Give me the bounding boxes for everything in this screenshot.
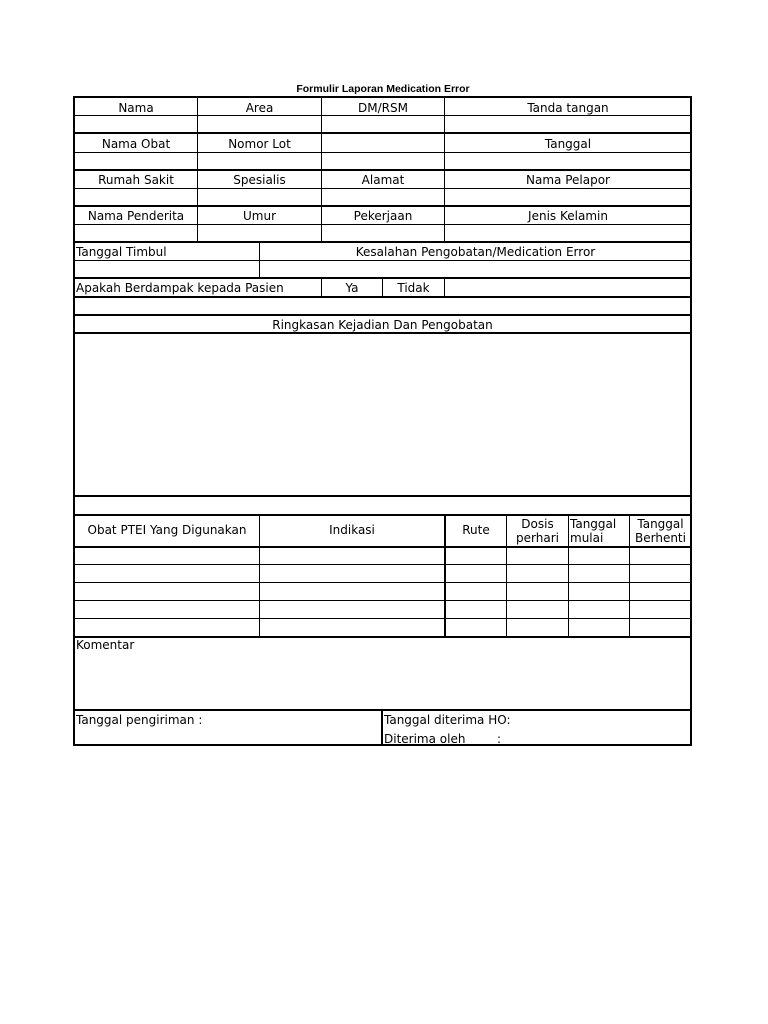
row-divider [74, 296, 691, 298]
label-dm-rsm: DM/RSM [358, 101, 408, 115]
header-rute: Rute [462, 523, 490, 537]
row-divider [74, 636, 691, 638]
label-nama-pelapor: Nama Pelapor [526, 173, 610, 187]
label-nama: Nama [118, 101, 154, 115]
row-divider [74, 169, 691, 171]
label-diterima-oleh: Diterima oleh [384, 732, 466, 746]
label-tanda-tangan: Tanda tangan [527, 101, 609, 115]
label-komentar: Komentar [76, 638, 135, 652]
header-tanggal-berhenti: Tanggal [637, 517, 684, 531]
label-tanggal-diterima-ho: Tanggal diterima HO: [384, 713, 511, 727]
label-ringkasan-kejadian: Ringkasan Kejadian Dan Pengobatan [272, 318, 493, 332]
label-nama-penderita: Nama Penderita [87, 209, 185, 223]
row-divider [74, 618, 691, 619]
header-obat-ptei: Obat PTEI Yang Digunakan [87, 523, 247, 537]
label-colon: : [497, 732, 502, 746]
row-divider [74, 132, 691, 134]
label-dampak-pasien: Apakah Berdampak kepada Pasien [76, 281, 284, 295]
label-jenis-kelamin: Jenis Kelamin [528, 209, 608, 223]
label-tidak: Tidak [397, 281, 430, 295]
label-nomor-lot: Nomor Lot [228, 137, 291, 151]
label-spesialis: Spesialis [233, 173, 286, 187]
row-divider [74, 205, 691, 207]
header-perhari: perhari [516, 531, 559, 545]
row-divider [74, 115, 691, 116]
label-rumah-sakit: Rumah Sakit [98, 173, 174, 187]
label-tanggal: Tanggal [544, 137, 592, 151]
row-divider [74, 546, 691, 548]
label-ya: Ya [345, 281, 359, 295]
row-divider [74, 332, 691, 334]
label-area: Area [245, 101, 274, 115]
label-tanggal-timbul: Tanggal Timbul [76, 245, 167, 259]
label-tanggal-pengiriman: Tanggal pengiriman : [76, 713, 203, 727]
column-divider [381, 710, 383, 745]
header-berhenti: Berhenti [635, 531, 686, 545]
label-kesalahan-pengobatan: Kesalahan Pengobatan/Medication Error [355, 245, 596, 259]
header-tanggal-mulai: Tanggal [570, 517, 617, 531]
row-divider [74, 188, 691, 189]
form-border [73, 96, 692, 746]
column-divider [444, 278, 445, 296]
header-mulai: mulai [570, 531, 604, 545]
row-divider [74, 260, 691, 261]
form-title: Formulir Laporan Medication Error [296, 83, 470, 95]
header-dosis: Dosis [521, 517, 554, 531]
label-nama-obat: Nama Obat [101, 137, 171, 151]
column-divider [568, 515, 569, 636]
row-divider [74, 314, 691, 316]
row-divider [74, 241, 691, 243]
label-pekerjaan: Pekerjaan [353, 209, 413, 223]
row-divider [74, 514, 691, 516]
label-alamat: Alamat [361, 173, 405, 187]
row-divider [74, 495, 691, 497]
header-indikasi: Indikasi [329, 523, 375, 537]
row-divider [74, 582, 691, 583]
row-divider [74, 224, 691, 225]
row-divider [74, 600, 691, 601]
row-divider [74, 564, 691, 565]
row-divider [74, 152, 691, 153]
label-umur: Umur [242, 209, 276, 223]
